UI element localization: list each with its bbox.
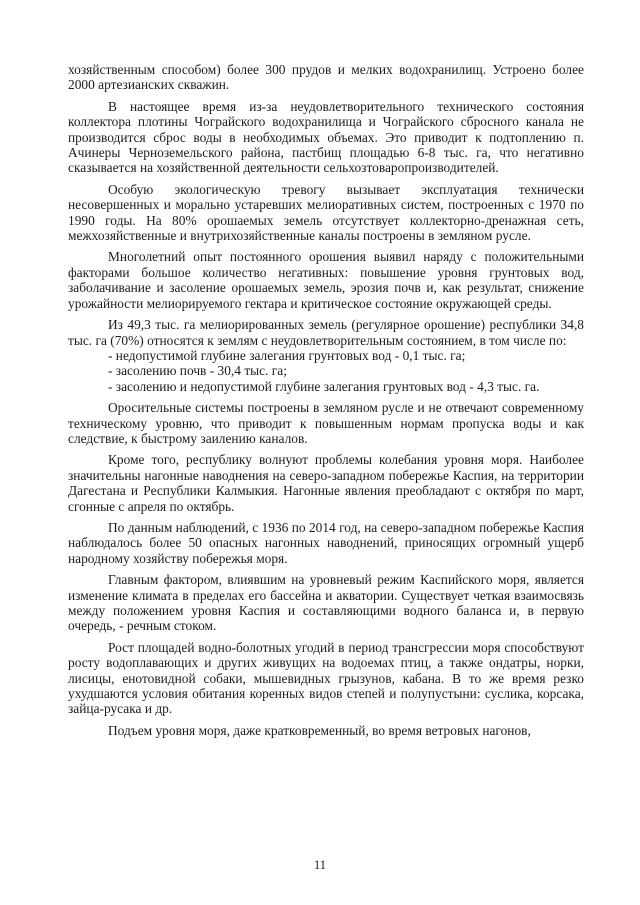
paragraph-8: По данным наблюдений, с 1936 по 2014 год, на северо-западном побережье Каспия наблюдалось более 50 опасных нагонных наводнений, приносящих огромный ущерб народному хозяйству побережья моря. (68, 519, 584, 566)
list-item-2: - засолению почв - 30,4 тыс. га; (108, 363, 287, 379)
page-number: 11 (313, 858, 327, 872)
paragraph-9: Главным фактором, влиявшим на уровневый режим Каспийского моря, является изменение климата в пределах его бассейна и акватории. Существует четкая взаимосвязь между положением уровня Каспия и составляющими водного баланса и, в первую очередь, - речным стоком. (68, 572, 584, 634)
list-item-3: - засолению и недопустимой глубине залегания грунтовых вод - 4,3 тыс. га. (108, 378, 540, 394)
paragraph-10: Рост площадей водно-болотных угодий в период трансгрессии моря способствуют росту водоплавающих и других живущих на водоемах птиц, а также ондатры, норки, лисицы, енотовидной собаки, мышевидных грызунов, кабана. В то же время резко ухудшаются условия обитания коренных видов степей и полупустыни: суслика, корсака, зайца-русака и др. (68, 639, 584, 717)
paragraph-1: хозяйственным способом) более 300 прудов и мелких водохранилищ. Устроено более 2000 артезианских скважин. (68, 62, 584, 93)
paragraph-3: Особую экологическую тревогу вызывает эксплуатация технически несовершенных и морально устаревших мелиоративных систем, построенных с 1970 по 1990 годы. На 80% орошаемых земель отсутствует коллекторно-дренажная сеть, межхозяйственные и внутрихозяйственные каналы построены в земляном русле. (68, 181, 584, 244)
paragraph-2: В настоящее время из-за неудовлетворительного технического состояния коллектора плотины Чограйского водохранилища и Чограйского сбросного канала не производится сброс воды в необходимых объемах. Это приводит к подтоплению п. Ачинеры Черноземельского района, пастбищ площадью 6-8 тыс. га, что негативно сказывается на хозяйственной деятельности сельхозтоваропроизводителей. (68, 98, 584, 176)
paragraph-4: Многолетний опыт постоянного орошения выявил наряду с положительными факторами большое количество негативных: повышение уровня грунтовых вод, заболачивание и засоление орошаемых земель, эрозия почв и, как результат, снижение урожайности мелиорируемого гектара и критическое состояние окружающей среды. (68, 249, 584, 311)
paragraph-7: Кроме того, республику волнуют проблемы колебания уровня моря. Наиболее значительны нагонные наводнения на северо-западном побережье Каспия, на территории Дагестана и Республики Калмыкия. Нагонные явления преобладают с октября по март, сгонные с апреля по октябрь. (68, 452, 584, 514)
paragraph-6: Оросительные системы построены в земляном русле и не отвечают современному техническому уровню, что приводит к повышенным нормам пропуска воды и как следствие, к быстрому заилению каналов. (68, 400, 584, 446)
list-item-1: - недопустимой глубине залегания грунтовых вод - 0,1 тыс. га; (108, 347, 466, 363)
paragraph-5: Из 49,3 тыс. га мелиорированных земель (регулярное орошение) республики 34,8 тыс. га (70%) относятся к землям с неудовлетворительным состоянием, в том числе по: (68, 317, 584, 348)
paragraph-11: Подъем уровня моря, даже кратковременный, во время ветровых нагонов, (108, 722, 531, 738)
